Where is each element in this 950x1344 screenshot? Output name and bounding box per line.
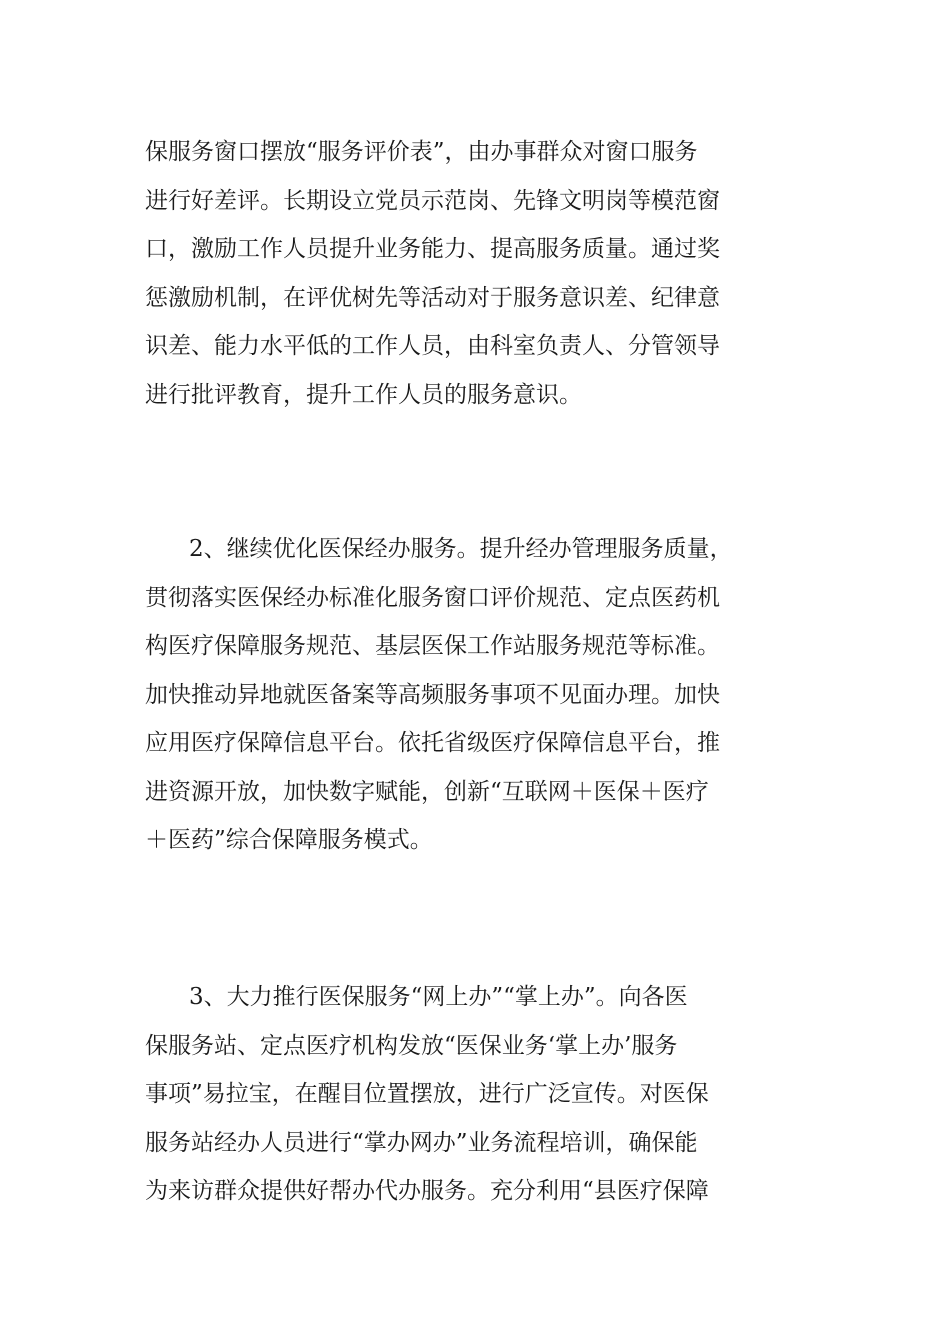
paragraph-line: 应用医疗保障信息平台。依托省级医疗保障信息平台，推 xyxy=(145,730,720,756)
paragraph-line: 口，激励工作人员提升业务能力、提高服务质量。通过奖 xyxy=(145,236,720,262)
paragraph-line: 识差、能力水平低的工作人员，由科室负责人、分管领导 xyxy=(145,333,720,359)
paragraph-line: 贯彻落实医保经办标准化服务窗口评价规范、定点医药机 xyxy=(145,584,720,611)
paragraph-line: 进行好差评。长期设立党员示范岗、先锋文明岗等模范窗 xyxy=(145,187,720,214)
paragraph-line: ＋医药”综合保障服务模式。 xyxy=(145,827,433,853)
paragraph-heading-line: 3、大力推行医保服务“网上办”“掌上办”。向各医 xyxy=(189,984,688,1010)
paragraph-line: 构医疗保障服务规范、基层医保工作站服务规范等标准。 xyxy=(145,633,720,659)
paragraph-line: 进行批评教育，提升工作人员的服务意识。 xyxy=(145,381,582,408)
paragraph-heading-line: 2、继续优化医保经办服务。提升经办管理服务质量， xyxy=(189,536,733,562)
paragraph-online-handling xyxy=(145,973,825,1216)
paragraph-line: 惩激励机制，在评优树先等活动对于服务意识差、纪律意 xyxy=(145,284,720,311)
paragraph-optimize-handling xyxy=(145,525,825,865)
paragraph-line: 加快推动异地就医备案等高频服务事项不见面办理。加快 xyxy=(145,681,720,708)
paragraph-service-evaluation xyxy=(145,128,825,419)
paragraph-line: 事项”易拉宝，在醒目位置摆放，进行广泛宣传。对医保 xyxy=(145,1081,709,1107)
paragraph-line: 服务站经办人员进行“掌办网办”业务流程培训，确保能 xyxy=(145,1129,698,1156)
paragraph-line: 保服务窗口摆放“服务评价表”，由办事群众对窗口服务 xyxy=(145,139,698,165)
paragraph-line: 保服务站、定点医疗机构发放“医保业务‘掌上办’服务 xyxy=(145,1032,678,1059)
paragraph-line: 进资源开放，加快数字赋能，创新“互联网＋医保＋医疗 xyxy=(145,778,709,805)
paragraph-line: 为来访群众提供好帮办代办服务。充分利用“县医疗保障 xyxy=(145,1178,709,1204)
